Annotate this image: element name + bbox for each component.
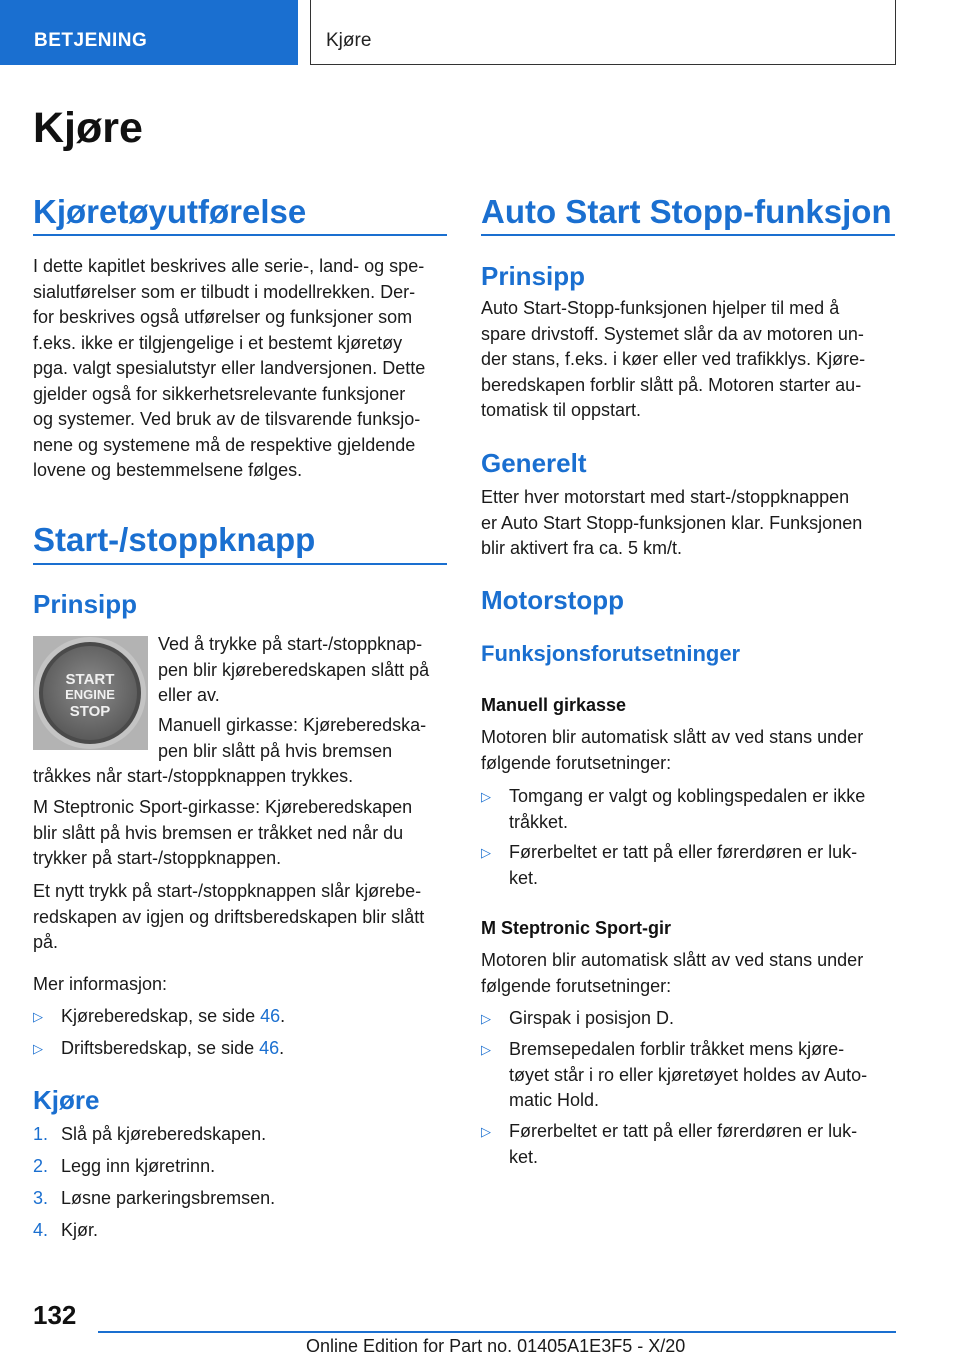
text-line: Girspak i posisjon D.	[509, 1008, 675, 1028]
text-line: Etter hver motorstart med start-/stoppknappen	[481, 487, 850, 507]
text-line: M Steptronic Sport-girkasse: Kjøreberedskapen	[33, 797, 413, 817]
text-line: Tomgang er valgt og koblingspedalen er ikke	[509, 786, 866, 806]
section-tab	[0, 0, 298, 65]
link-text: Kjøreberedskap, se side	[61, 1006, 261, 1026]
step-text: Legg inn kjøretrinn.	[61, 1156, 216, 1176]
text-line: gjelder også for sikkerhetsrelevante funksjoner	[33, 383, 406, 404]
heading-vehicle-variant: Kjøretøyutførelse	[33, 193, 307, 230]
start-engine-stop-icon	[33, 636, 148, 750]
list-item	[33, 1004, 447, 1030]
step-text: Slå på kjøreberedskapen.	[61, 1124, 267, 1144]
text-line: tomatisk til oppstart.	[481, 400, 642, 420]
more-info-label: Mer informasjon:	[33, 974, 168, 994]
button-text-stop: STOP	[69, 703, 111, 720]
heading-rule	[481, 234, 895, 236]
triangle-bullet-icon: ▷	[481, 845, 491, 860]
start-stop-button-image	[33, 636, 148, 750]
button-text-start: START	[65, 671, 115, 688]
step-number: 3.	[33, 1188, 49, 1208]
step-number: 1.	[33, 1124, 49, 1144]
text-line: Et nytt trykk på start-/stoppknappen slår kjørebe-	[33, 881, 422, 901]
triangle-bullet-icon: ▷	[33, 1009, 43, 1024]
text-line: tøyet står i ro eller kjøretøyet holdes av Auto-	[509, 1064, 868, 1085]
text-line: beredskapen forblir slått på. Motoren starter au-	[481, 374, 862, 395]
heading-principle-right: Prinsipp	[481, 261, 586, 291]
heading-start-stop-button: Start-/stoppknapp	[33, 521, 316, 558]
text-line: følgende forutsetninger:	[481, 975, 672, 996]
text-line: ket.	[509, 1146, 539, 1167]
steptronic-paragraph	[481, 948, 863, 999]
step-text: Kjør.	[61, 1220, 99, 1240]
text-line: Bremsepedalen forblir tråkket mens kjøre-	[509, 1039, 845, 1059]
text-line: Manuell girkasse: Kjøreberedska-	[158, 715, 427, 735]
list-item	[481, 1006, 895, 1032]
text-line: Auto Start-Stopp-funksjonen hjelper til med å	[481, 298, 840, 318]
text-line: spare drivstoff. Systemet slår da av motoren un-	[481, 323, 864, 344]
punct: .	[280, 1006, 286, 1026]
manual-paragraph	[481, 725, 863, 776]
text-line: pen blir kjøreberedskapen slått på	[158, 659, 430, 680]
text-line: tråkkes når start-/stoppknappen trykkes.	[33, 766, 354, 786]
heading-rule	[33, 234, 447, 236]
text-line: følgende forutsetninger:	[481, 752, 672, 773]
text-line: Motoren blir automatisk slått av ved stans under	[481, 950, 864, 970]
step-text: Løsne parkeringsbremsen.	[61, 1188, 276, 1208]
heading-drive: Kjøre	[33, 1085, 100, 1115]
text-line: blir slått på hvis bremsen er tråkket ned når du	[33, 822, 404, 843]
text-line: Førerbeltet er tatt på eller førerdøren er luk-	[509, 1121, 858, 1141]
heading-general: Generelt	[481, 448, 587, 478]
principle-paragraph-4	[33, 879, 424, 956]
text-line: nene og systemene må de respektive gjeldende	[33, 434, 416, 455]
button-text-engine: ENGINE	[65, 687, 115, 702]
text-line: I dette kapitlet beskrives alle serie-, land- og spe-	[33, 256, 425, 276]
text-line: er Auto Start Stopp-funksjonen klar. Funksjonen	[481, 512, 863, 533]
text-line: trykker på start-/stoppknappen.	[33, 848, 282, 868]
heading-principle: Prinsipp	[33, 589, 138, 619]
triangle-bullet-icon: ▷	[33, 1041, 43, 1056]
triangle-bullet-icon: ▷	[481, 1011, 491, 1026]
triangle-bullet-icon: ▷	[481, 1124, 491, 1139]
link-text: Driftsberedskap, se side	[61, 1038, 260, 1058]
text-line: for beskrives også utførelser og funksjoner som	[33, 307, 413, 327]
section-label: BETJENING	[34, 30, 148, 51]
footer-rule	[98, 1331, 896, 1333]
principle-paragraph-1	[158, 632, 429, 709]
text-line: blir aktivert fra ca. 5 km/t.	[481, 538, 683, 558]
step-number: 4.	[33, 1220, 49, 1240]
principle-paragraph-3	[33, 795, 412, 872]
chapter-label: Kjøre	[326, 30, 372, 51]
text-line: pen blir slått på hvis bremsen	[158, 740, 393, 761]
punct: .	[279, 1038, 285, 1058]
page-title: Kjøre	[33, 104, 143, 152]
chapter-box	[310, 0, 896, 65]
heading-motorstop: Motorstopp	[481, 585, 624, 615]
auto-principle-paragraph	[481, 296, 865, 424]
step-number: 2.	[33, 1156, 49, 1176]
general-paragraph	[481, 485, 862, 562]
heading-steptronic: M Steptronic Sport-gir	[481, 918, 671, 938]
text-line: Motoren blir automatisk slått av ved stans under	[481, 727, 864, 747]
page-number: 132	[33, 1300, 77, 1330]
heading-conditions: Funksjonsforutsetninger	[481, 641, 741, 666]
triangle-bullet-icon: ▷	[481, 789, 491, 804]
text-line: Førerbeltet er tatt på eller førerdøren er luk-	[509, 842, 858, 862]
text-line: lovene og bestemmelsene følges.	[33, 460, 303, 480]
text-line: redskapen av igjen og driftsberedskapen blir slått	[33, 906, 425, 927]
text-line: ket.	[509, 867, 539, 888]
text-line: matic Hold.	[509, 1090, 600, 1110]
list-item	[481, 1119, 895, 1171]
principle-paragraph-2a	[158, 713, 426, 764]
principle-paragraph-2b	[33, 764, 353, 790]
list-item	[481, 1037, 895, 1115]
edition-text: Online Edition for Part no. 01405A1E3F5 - X/20	[306, 1336, 686, 1356]
triangle-bullet-icon: ▷	[481, 1042, 491, 1057]
list-item	[481, 840, 895, 892]
text-line: sialutførelser som er tilbudt i modellrekken. Der-	[33, 281, 416, 302]
list-item	[33, 1036, 447, 1062]
heading-auto-start-stop: Auto Start Stopp-funksjon	[481, 193, 892, 230]
list-item	[481, 784, 895, 836]
page-link[interactable]: 46	[259, 1038, 280, 1058]
variant-paragraph	[33, 254, 425, 484]
heading-manual-gearbox: Manuell girkasse	[481, 695, 627, 715]
text-line: f.eks. ikke er tilgjengelige i et bestemt kjøretøy	[33, 332, 403, 353]
text-line: pga. valgt spesialutstyr eller landversjonen. Dette	[33, 358, 426, 378]
heading-rule	[33, 563, 447, 565]
text-line: eller av.	[158, 685, 220, 705]
text-line: der stans, f.eks. i køer eller ved trafikklys. Kjøre-	[481, 349, 866, 369]
text-line: Ved å trykke på start-/stoppknap-	[158, 634, 423, 654]
text-line: og systemer. Ved bruk av de tilsvarende funksjo-	[33, 409, 421, 429]
text-line: på.	[33, 932, 59, 952]
text-line: tråkket.	[509, 811, 569, 832]
page-link[interactable]: 46	[260, 1006, 281, 1026]
